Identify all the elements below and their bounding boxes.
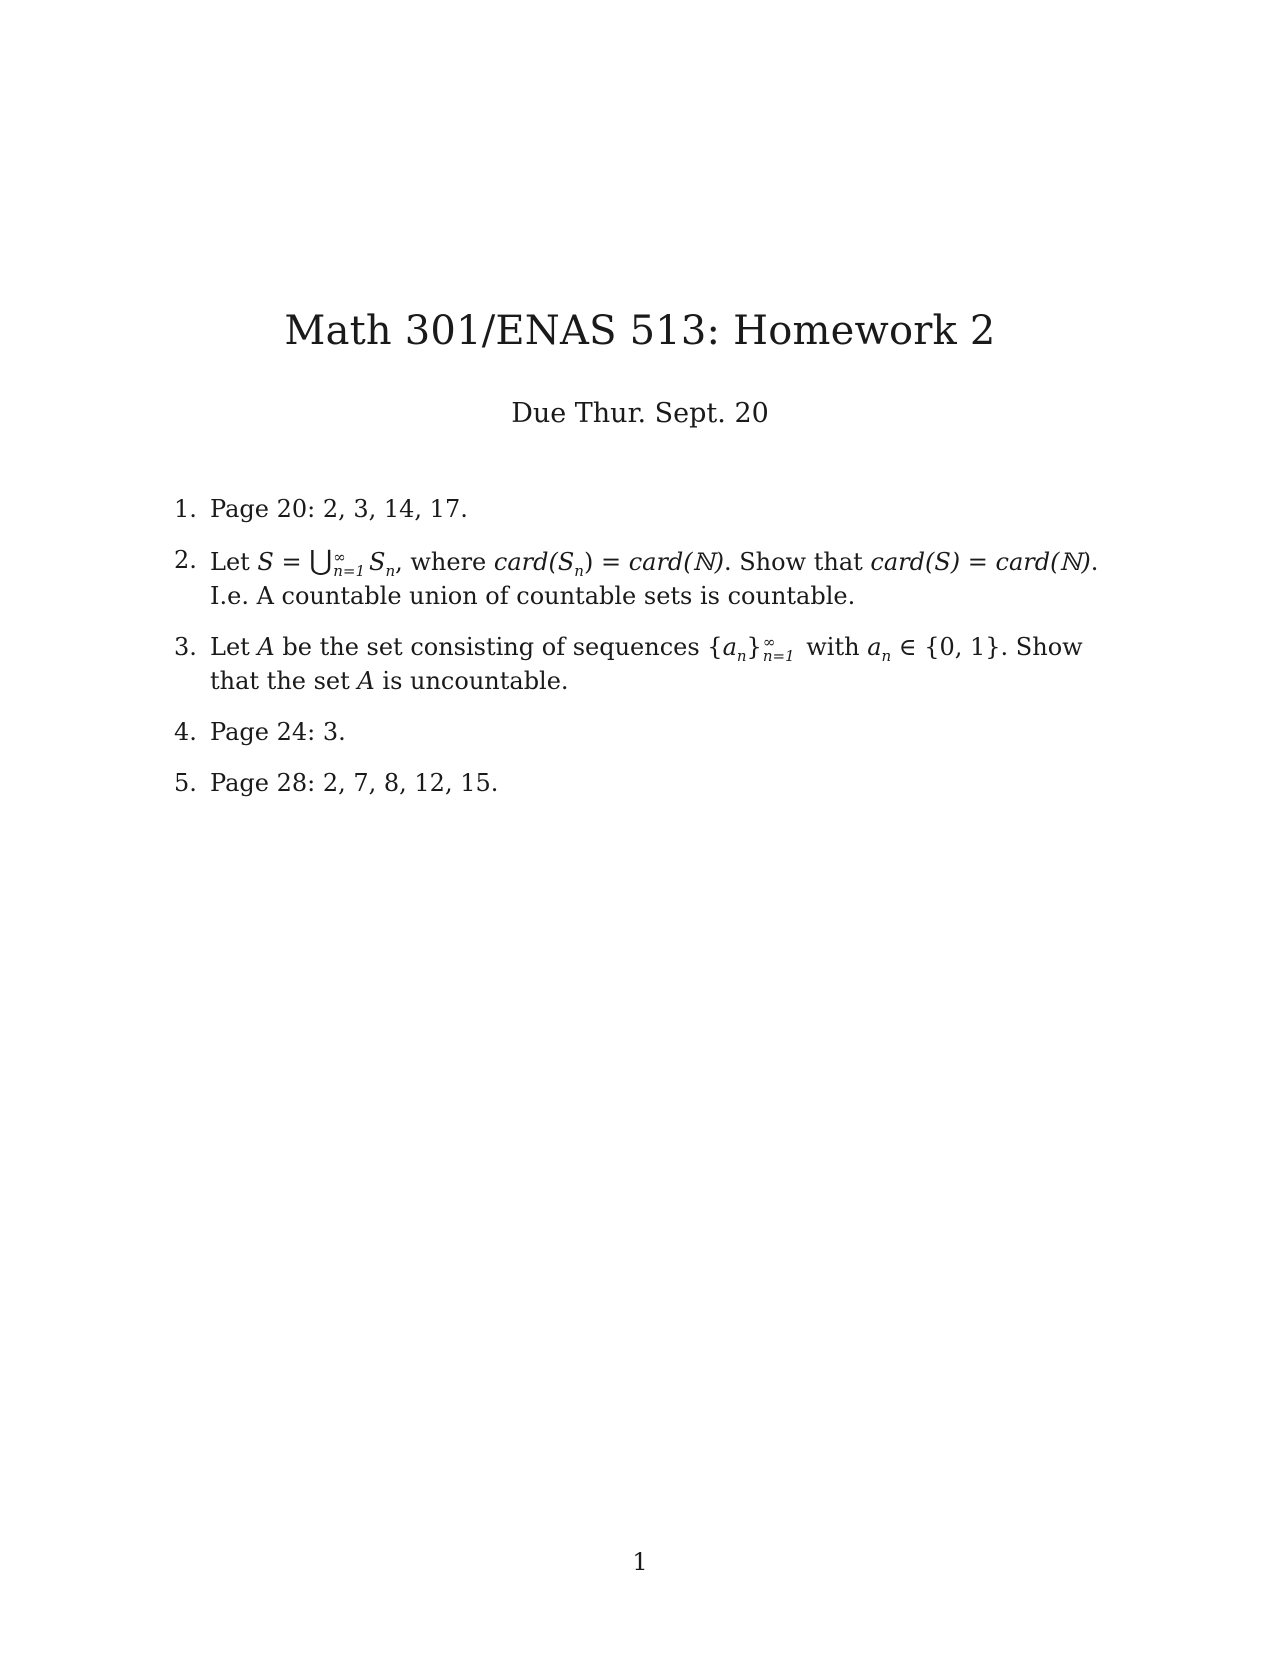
text-show: . Show that (723, 548, 871, 576)
due-date: Due Thur. Sept. 20 (511, 398, 769, 429)
text-tail: . I.e. A countable union of countable sets is countable. (210, 548, 1099, 610)
math-eq: = (273, 548, 310, 576)
math-eq: = (960, 548, 996, 576)
text-tail: is uncountable. (374, 667, 569, 695)
math-card-Sn: card(S (493, 548, 575, 576)
problem-2 (174, 545, 1124, 612)
text-let: Let (210, 633, 258, 661)
sequence-limits (762, 632, 795, 665)
math-card-N: card(ℕ) (995, 548, 1091, 576)
math-card-N: card(ℕ) (628, 548, 724, 576)
math-a: a (867, 633, 882, 661)
text-where: , where (395, 548, 494, 576)
union-limits (333, 547, 365, 580)
math-S: S (257, 548, 274, 576)
problem-number: 5. (174, 769, 197, 797)
math-brace: } (746, 633, 762, 661)
subscript-n: n (881, 647, 892, 665)
problem-list (174, 494, 1124, 819)
sequence-lower-limit: n=1 (762, 646, 795, 665)
union-lower-limit: n=1 (333, 561, 365, 580)
page-number: 1 (632, 1548, 648, 1576)
problem-4 (174, 717, 1124, 748)
big-union-symbol: ⋃ (309, 544, 333, 577)
problem-number: 3. (174, 633, 197, 661)
problem-1 (174, 494, 1124, 525)
math-a: a (722, 633, 737, 661)
union-upper-limit: ∞ (333, 547, 346, 566)
problem-text: Page 24: 3. (210, 718, 346, 746)
sequence-upper-limit: ∞ (762, 632, 776, 651)
subscript-n: n (385, 562, 396, 580)
subscript-n: n (574, 562, 584, 580)
text-mid: be the set consisting of sequences { (274, 633, 723, 661)
math-eq: ) = (583, 548, 629, 576)
math-card-S: card(S) (870, 548, 961, 576)
text-let: Let (210, 548, 258, 576)
problem-3 (174, 632, 1124, 697)
subscript-n: n (736, 647, 747, 665)
document-title: Math 301/ENAS 513: Homework 2 (284, 308, 996, 354)
problem-text: Page 20: 2, 3, 14, 17. (210, 495, 468, 523)
math-A: A (257, 633, 275, 661)
math-Sn: S (369, 548, 386, 576)
problem-number: 2. (174, 546, 197, 574)
problem-text: Page 28: 2, 7, 8, 12, 15. (210, 769, 499, 797)
problem-number: 1. (174, 495, 197, 523)
problem-number: 4. (174, 718, 197, 746)
math-A: A (357, 667, 375, 695)
problem-5 (174, 768, 1124, 799)
text-elem: ∈ {0, 1}. Show that the set (210, 633, 1083, 695)
text-with: with (798, 633, 868, 661)
